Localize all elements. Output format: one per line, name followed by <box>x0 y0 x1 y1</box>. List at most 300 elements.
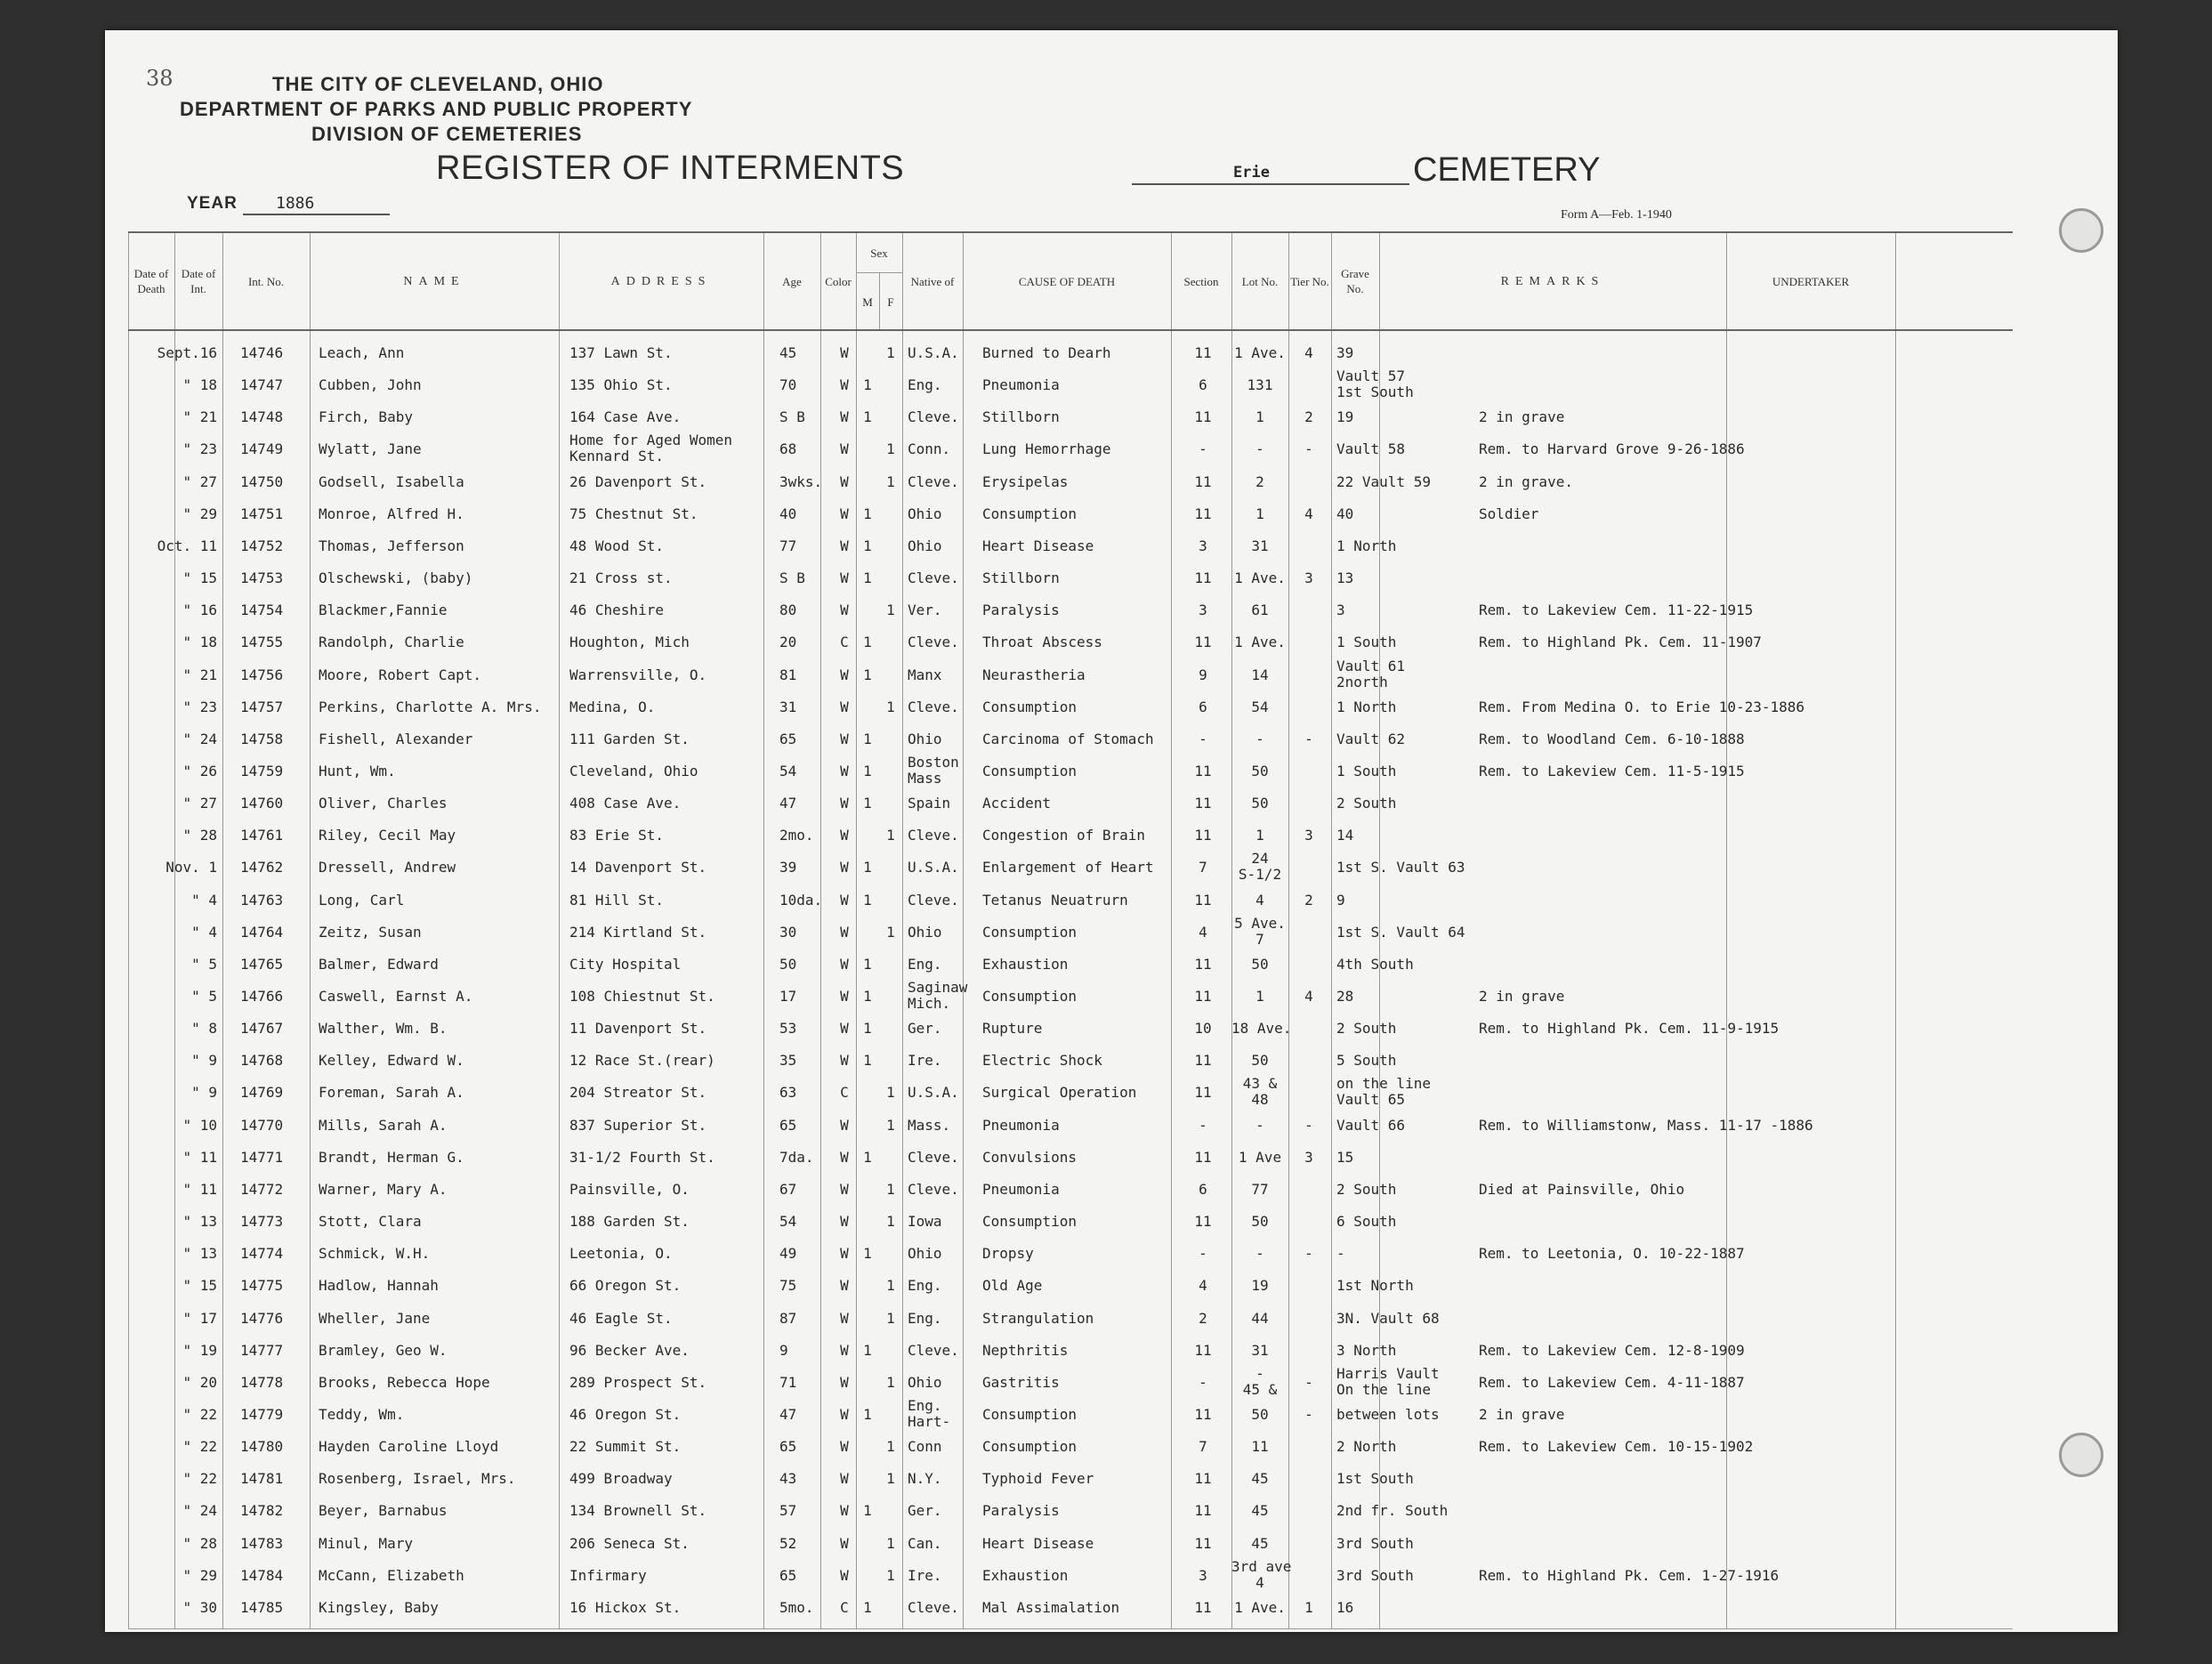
cell-sex-m: 1 <box>863 505 872 522</box>
cell-grave-no: Vault 61 2north <box>1336 657 1406 691</box>
cell-age: 30 <box>779 923 797 941</box>
cell-color: W <box>840 762 849 779</box>
cell-lot-no: 45 <box>1251 1534 1269 1552</box>
cell-cause-of-death: Stillborn <box>982 569 1060 587</box>
cell-decedent-name: Thomas, Jefferson <box>319 537 464 554</box>
cell-native-of: Eng. <box>908 1277 942 1295</box>
table-row <box>128 914 2013 957</box>
cell-address: 66 Oregon St. <box>569 1277 682 1295</box>
cell-date-of-int: " 24 <box>182 730 217 747</box>
cell-native-of: N.Y. <box>908 1470 942 1488</box>
cell-sex-f: 1 <box>886 1116 895 1134</box>
cell-sex-m: 1 <box>863 1341 872 1359</box>
cell-color: W <box>840 569 849 587</box>
cell-sex-m: 1 <box>863 730 872 747</box>
cell-date-of-int: " 11 <box>182 1148 217 1166</box>
header-tier-no: Tier No. <box>1290 274 1329 288</box>
cell-cause-of-death: Tetanus Neuatrurn <box>982 891 1128 909</box>
cell-color: W <box>840 1213 849 1231</box>
org-line-1: THE CITY OF CLEVELAND, OHIO <box>272 73 604 95</box>
cell-section: 11 <box>1194 1213 1212 1231</box>
cell-age: 80 <box>779 602 797 619</box>
cell-sex-f: 1 <box>886 1277 895 1295</box>
cell-age: 87 <box>779 1309 797 1327</box>
cell-grave-no: Vault 58 <box>1336 440 1406 458</box>
cell-address: Painsville, O. <box>569 1180 690 1198</box>
cell-decedent-name: Balmer, Edward <box>319 955 439 973</box>
cemetery-underline <box>1132 183 1409 185</box>
cell-tier-no: - <box>1304 1373 1313 1391</box>
cell-date-of-int: " 16 <box>182 602 217 619</box>
cemetery-value: Erie <box>1233 164 1270 182</box>
cell-date-of-int: " 20 <box>182 1373 217 1391</box>
cell-address: 137 Lawn St. <box>569 344 673 361</box>
cell-grave-no: Vault 62 <box>1336 730 1406 747</box>
cell-grave-no: 9 <box>1336 891 1345 909</box>
cell-int-no: 14784 <box>240 1566 284 1584</box>
table-row <box>128 538 2013 570</box>
cell-int-no: 14760 <box>240 795 284 812</box>
cell-age: 49 <box>779 1245 797 1263</box>
cell-remarks: 2 in grave <box>1479 1405 1565 1423</box>
cell-lot-no: 77 <box>1251 1180 1269 1198</box>
table-row <box>128 1021 2013 1053</box>
cell-color: C <box>840 634 849 651</box>
cell-color: W <box>840 988 849 1005</box>
cell-address: 14 Davenport St. <box>569 859 707 876</box>
cell-date-of-int: " 19 <box>182 1341 217 1359</box>
cell-int-no: 14762 <box>240 859 284 876</box>
cell-int-no: 14771 <box>240 1148 284 1166</box>
cell-int-no: 14757 <box>240 698 284 715</box>
cell-int-no: 14750 <box>240 473 284 490</box>
cell-decedent-name: Firch, Baby <box>319 408 413 426</box>
cell-address: Medina, O. <box>569 698 656 715</box>
cell-int-no: 14776 <box>240 1309 284 1327</box>
cell-sex-m: 1 <box>863 1502 872 1520</box>
cell-native-of: Mass. <box>908 1116 951 1134</box>
page-number: 38 <box>146 66 174 91</box>
cell-grave-no: 1 South <box>1336 762 1397 779</box>
cell-remarks: Rem. to Harvard Grove 9-26-1886 <box>1479 440 1745 458</box>
cell-decedent-name: Dressell, Andrew <box>319 859 456 876</box>
table-row <box>128 1503 2013 1535</box>
cell-color: W <box>840 698 849 715</box>
cell-decedent-name: Walther, Wm. B. <box>319 1020 448 1038</box>
table-row <box>128 796 2013 828</box>
cell-age: 2mo. <box>779 827 814 844</box>
cell-date-of-int: " 27 <box>182 473 217 490</box>
interment-table <box>128 231 2013 1629</box>
table-row <box>128 368 2013 409</box>
header-date-of-death: Date of Death <box>133 267 169 295</box>
cell-lot-no: 24 S-1/2 <box>1238 850 1282 884</box>
cell-lot-no: 61 <box>1251 602 1269 619</box>
header-sex-f: F <box>887 295 894 309</box>
cell-native-of: Cleve. <box>908 891 959 909</box>
cell-age: S B <box>779 569 805 587</box>
cell-date-of-int: " 23 <box>182 440 217 458</box>
table-row <box>128 1311 2013 1343</box>
cell-decedent-name: Brandt, Herman G. <box>319 1148 464 1166</box>
cell-cause-of-death: Heart Disease <box>982 537 1094 554</box>
cell-tier-no: 4 <box>1304 988 1313 1005</box>
cell-cause-of-death: Typhoid Fever <box>982 1470 1094 1488</box>
cell-sex-f: 1 <box>886 1084 895 1102</box>
cell-cause-of-death: Congestion of Brain <box>982 827 1146 844</box>
cell-grave-no: 40 <box>1336 505 1354 522</box>
cell-age: 47 <box>779 1405 797 1423</box>
cell-date-of-int: " 24 <box>182 1502 217 1520</box>
cell-grave-no: - <box>1336 1245 1345 1263</box>
cell-address: 204 Streator St. <box>569 1084 707 1102</box>
cell-native-of: Cleve. <box>908 473 959 490</box>
cell-remarks: 2 in grave. <box>1479 473 1573 490</box>
cell-date-of-int: " 11 <box>182 1180 217 1198</box>
cell-age: 53 <box>779 1020 797 1038</box>
cell-decedent-name: Riley, Cecil May <box>319 827 456 844</box>
table-row <box>128 753 2013 796</box>
table-row <box>128 1246 2013 1278</box>
cell-section: 11 <box>1194 1502 1212 1520</box>
cell-lot-no: 50 <box>1251 795 1269 812</box>
cell-age: 71 <box>779 1373 797 1391</box>
table-row <box>128 345 2013 377</box>
cell-age: 57 <box>779 1502 797 1520</box>
cell-age: 54 <box>779 762 797 779</box>
cell-section: 11 <box>1194 955 1212 973</box>
cell-native-of: Cleve. <box>908 1341 959 1359</box>
cell-address: 16 Hickox St. <box>569 1598 682 1616</box>
cell-cause-of-death: Neurastheria <box>982 666 1086 683</box>
cell-tier-no: 3 <box>1304 569 1313 587</box>
cell-grave-no: 2 South <box>1336 1180 1397 1198</box>
cell-address: Home for Aged Women Kennard St. <box>569 432 733 465</box>
cell-date-of-int: Nov. 1 <box>165 859 217 876</box>
cell-sex-m: 1 <box>863 988 872 1005</box>
table-row <box>128 1214 2013 1246</box>
cell-sex-m: 1 <box>863 1052 872 1070</box>
cell-decedent-name: Brooks, Rebecca Hope <box>319 1373 490 1391</box>
cell-color: W <box>840 1341 849 1359</box>
table-row <box>128 1600 2013 1632</box>
cell-grave-no: 3 North <box>1336 1341 1397 1359</box>
cell-color: W <box>840 795 849 812</box>
cell-age: 39 <box>779 859 797 876</box>
cell-remarks: Soldier <box>1479 505 1539 522</box>
cell-int-no: 14777 <box>240 1341 284 1359</box>
org-line-2: DEPARTMENT OF PARKS AND PUBLIC PROPERTY <box>180 98 693 120</box>
cell-date-of-int: " 22 <box>182 1470 217 1488</box>
cell-color: W <box>840 1566 849 1584</box>
cell-color: W <box>840 1502 849 1520</box>
cell-section: - <box>1199 1116 1207 1134</box>
cell-date-of-int: " 13 <box>182 1213 217 1231</box>
cell-grave-no: 3N. Vault 68 <box>1336 1309 1440 1327</box>
cell-cause-of-death: Consumption <box>982 762 1077 779</box>
cell-decedent-name: Zeitz, Susan <box>319 923 422 941</box>
cell-color: W <box>840 1245 849 1263</box>
cell-date-of-int: " 22 <box>182 1438 217 1456</box>
cell-native-of: Boston Mass <box>908 753 959 787</box>
cell-date-of-int: " 9 <box>191 1052 217 1070</box>
cell-cause-of-death: Carcinoma of Stomach <box>982 730 1154 747</box>
cell-age: 75 <box>779 1277 797 1295</box>
cell-section: 11 <box>1194 1470 1212 1488</box>
cell-age: 67 <box>779 1180 797 1198</box>
cell-tier-no: - <box>1304 1245 1313 1263</box>
cell-grave-no: 3rd South <box>1336 1534 1414 1552</box>
cell-age: 52 <box>779 1534 797 1552</box>
cell-address: Leetonia, O. <box>569 1245 673 1263</box>
cell-decedent-name: Leach, Ann <box>319 344 405 361</box>
cell-section: 3 <box>1199 602 1207 619</box>
cell-cause-of-death: Paralysis <box>982 602 1060 619</box>
cell-color: W <box>840 1309 849 1327</box>
cell-age: 7da. <box>779 1148 814 1166</box>
org-line-3: DIVISION OF CEMETERIES <box>311 123 583 145</box>
cell-address: 111 Garden St. <box>569 730 690 747</box>
cell-color: W <box>840 666 849 683</box>
cell-native-of: Cleve. <box>908 1598 959 1616</box>
table-row <box>128 850 2013 892</box>
register-sheet <box>105 30 2118 1632</box>
cell-grave-no: 22 Vault 59 <box>1336 473 1431 490</box>
cell-age: 45 <box>779 344 797 361</box>
cell-grave-no: between lots <box>1336 1405 1440 1423</box>
cell-section: 11 <box>1194 891 1212 909</box>
header-lot-no: Lot No. <box>1241 274 1279 288</box>
cell-remarks: Rem. to Highland Pk. Cem. 11-1907 <box>1479 634 1762 651</box>
cell-sex-m: 1 <box>863 408 872 426</box>
cell-date-of-int: " 4 <box>191 923 217 941</box>
cell-cause-of-death: Pneumonia <box>982 1116 1060 1134</box>
table-row <box>128 409 2013 441</box>
cell-tier-no: - <box>1304 1116 1313 1134</box>
cell-int-no: 14783 <box>240 1534 284 1552</box>
cell-int-no: 14754 <box>240 602 284 619</box>
year-value: 1886 <box>276 194 315 213</box>
cell-grave-no: 3rd South <box>1336 1566 1414 1584</box>
cell-grave-no: 39 <box>1336 344 1354 361</box>
cell-decedent-name: Godsell, Isabella <box>319 473 464 490</box>
cell-sex-m: 1 <box>863 762 872 779</box>
cell-cause-of-death: Convulsions <box>982 1148 1077 1166</box>
cell-decedent-name: Kingsley, Baby <box>319 1598 439 1616</box>
table-row <box>128 506 2013 538</box>
cell-cause-of-death: Strangulation <box>982 1309 1094 1327</box>
cell-sex-m: 1 <box>863 537 872 554</box>
cell-grave-no: 1st North <box>1336 1277 1414 1295</box>
cell-color: W <box>840 1148 849 1166</box>
table-row <box>128 893 2013 925</box>
cell-native-of: U.S.A. <box>908 1084 959 1102</box>
cell-lot-no: 4 <box>1255 891 1264 909</box>
cell-color: W <box>840 376 849 394</box>
cell-color: W <box>840 602 849 619</box>
cell-sex-f: 1 <box>886 698 895 715</box>
cell-color: W <box>840 537 849 554</box>
cell-section: 11 <box>1194 1084 1212 1102</box>
cell-remarks: Rem. to Williamstonw, Mass. 11-17 -1886 <box>1479 1116 1813 1134</box>
cell-sex-m: 1 <box>863 955 872 973</box>
cell-age: 47 <box>779 795 797 812</box>
cell-tier-no: 1 <box>1304 1598 1313 1616</box>
cell-age: 65 <box>779 1566 797 1584</box>
cell-sex-f: 1 <box>886 923 895 941</box>
cell-cause-of-death: Throat Abscess <box>982 634 1102 651</box>
cell-cause-of-death: Heart Disease <box>982 1534 1094 1552</box>
cell-decedent-name: Perkins, Charlotte A. Mrs. <box>319 698 542 715</box>
cell-color: W <box>840 827 849 844</box>
cell-section: 9 <box>1199 666 1207 683</box>
cell-native-of: Cleve. <box>908 698 959 715</box>
cell-sex-f: 1 <box>886 1309 895 1327</box>
header-color: Color <box>825 274 852 288</box>
cell-sex-m: 1 <box>863 1405 872 1423</box>
table-row <box>128 957 2013 989</box>
cell-decedent-name: Teddy, Wm. <box>319 1405 405 1423</box>
table-row <box>128 657 2013 699</box>
cell-cause-of-death: Exhaustion <box>982 1566 1069 1584</box>
cell-lot-no: 1 <box>1255 827 1264 844</box>
cell-lot-no: - <box>1255 1245 1264 1263</box>
cell-address: 83 Erie St. <box>569 827 664 844</box>
header-int-no: Int. No. <box>247 274 285 288</box>
cell-native-of: Ohio <box>908 730 942 747</box>
cell-grave-no: 6 South <box>1336 1213 1397 1231</box>
cell-section: 6 <box>1199 698 1207 715</box>
cell-date-of-int: " 28 <box>182 827 217 844</box>
cell-section: - <box>1199 440 1207 458</box>
cell-grave-no: 1 North <box>1336 698 1397 715</box>
cell-section: 7 <box>1199 859 1207 876</box>
table-row <box>128 1075 2013 1117</box>
cell-age: 50 <box>779 955 797 973</box>
cell-sex-m: 1 <box>863 376 872 394</box>
header-grave-no: Grave No. <box>1341 267 1369 295</box>
cell-address: City Hospital <box>569 955 682 973</box>
cell-color: W <box>840 923 849 941</box>
cell-int-no: 14785 <box>240 1598 284 1616</box>
cell-address: 81 Hill St. <box>569 891 664 909</box>
cell-grave-no: 1st South <box>1336 1470 1414 1488</box>
cell-int-no: 14770 <box>240 1116 284 1134</box>
cell-int-no: 14765 <box>240 955 284 973</box>
cell-address: 46 Eagle St. <box>569 1309 673 1327</box>
cell-section: - <box>1199 730 1207 747</box>
table-row <box>128 1364 2013 1407</box>
cell-cause-of-death: Gastritis <box>982 1373 1060 1391</box>
table-row <box>128 1396 2013 1439</box>
cell-grave-no: 1st S. Vault 64 <box>1336 923 1465 941</box>
cell-native-of: Saginaw Mich. <box>908 979 968 1012</box>
cell-age: 43 <box>779 1470 797 1488</box>
cell-lot-no: 1 Ave. <box>1234 1598 1286 1616</box>
cell-lot-no: 43 & 48 <box>1242 1075 1278 1109</box>
cell-decedent-name: Monroe, Alfred H. <box>319 505 464 522</box>
cell-lot-no: 44 <box>1251 1309 1269 1327</box>
cell-date-of-int: " 29 <box>182 1566 217 1584</box>
cell-age: 65 <box>779 730 797 747</box>
cell-remarks: Rem. to Lakeview Cem. 4-11-1887 <box>1479 1373 1745 1391</box>
cell-tier-no: - <box>1304 730 1313 747</box>
cell-color: W <box>840 1470 849 1488</box>
cell-date-of-int: " 21 <box>182 408 217 426</box>
cell-native-of: Ohio <box>908 923 942 941</box>
cell-color: W <box>840 1438 849 1456</box>
cell-remarks: Rem. to Leetonia, O. 10-22-1887 <box>1479 1245 1745 1263</box>
cell-section: 11 <box>1194 795 1212 812</box>
cell-decedent-name: Hunt, Wm. <box>319 762 396 779</box>
cell-address: Cleveland, Ohio <box>569 762 698 779</box>
cell-sex-m: 1 <box>863 1020 872 1038</box>
cell-sex-f: 1 <box>886 1566 895 1584</box>
cell-address: 188 Garden St. <box>569 1213 690 1231</box>
cell-grave-no: 28 <box>1336 988 1354 1005</box>
cell-address: 96 Becker Ave. <box>569 1341 690 1359</box>
cell-decedent-name: Kelley, Edward W. <box>319 1052 464 1070</box>
cell-decedent-name: Blackmer,Fannie <box>319 602 448 619</box>
header-address: ADDRESS <box>610 274 712 288</box>
year-underline <box>243 214 390 215</box>
cell-address: 134 Brownell St. <box>569 1502 707 1520</box>
cell-age: 68 <box>779 440 797 458</box>
cell-lot-no: 2 <box>1255 473 1264 490</box>
cell-date-of-int: " 15 <box>182 1277 217 1295</box>
cell-date-of-int: " 22 <box>182 1405 217 1423</box>
cell-int-no: 14773 <box>240 1213 284 1231</box>
cell-address: 108 Chiestnut St. <box>569 988 715 1005</box>
cell-age: 65 <box>779 1438 797 1456</box>
cell-lot-no: 50 <box>1251 1052 1269 1070</box>
cell-address: Infirmary <box>569 1566 647 1584</box>
cell-lot-no: 50 <box>1251 1213 1269 1231</box>
cell-remarks: Rem. From Medina O. to Erie 10-23-1886 <box>1479 698 1805 715</box>
header-name: NAME <box>403 274 465 288</box>
cell-native-of: Can. <box>908 1534 942 1552</box>
cell-color: W <box>840 1020 849 1038</box>
cell-color: W <box>840 344 849 361</box>
cell-color: W <box>840 1277 849 1295</box>
cell-int-no: 14766 <box>240 988 284 1005</box>
cell-lot-no: 31 <box>1251 537 1269 554</box>
cell-decedent-name: Randolph, Charlie <box>319 634 464 651</box>
cell-decedent-name: Oliver, Charles <box>319 795 448 812</box>
cell-decedent-name: Rosenberg, Israel, Mrs. <box>319 1470 516 1488</box>
cell-section: 11 <box>1194 1405 1212 1423</box>
cell-int-no: 14747 <box>240 376 284 394</box>
cell-sex-f: 1 <box>886 344 895 361</box>
cell-decedent-name: Foreman, Sarah A. <box>319 1084 464 1102</box>
cell-sex-m: 1 <box>863 1245 872 1263</box>
cell-lot-no: 1 Ave. <box>1234 634 1286 651</box>
cell-decedent-name: Warner, Mary A. <box>319 1180 448 1198</box>
cell-cause-of-death: Pneumonia <box>982 1180 1060 1198</box>
cell-section: 11 <box>1194 988 1212 1005</box>
header-rule <box>128 329 2013 331</box>
cell-decedent-name: Bramley, Geo W. <box>319 1341 448 1359</box>
cell-int-no: 14772 <box>240 1180 284 1198</box>
cell-lot-no: 50 <box>1251 762 1269 779</box>
cell-int-no: 14753 <box>240 569 284 587</box>
cell-color: W <box>840 1052 849 1070</box>
cell-color: W <box>840 505 849 522</box>
table-row <box>128 1053 2013 1085</box>
cell-date-of-int: " 26 <box>182 762 217 779</box>
cell-lot-no: 31 <box>1251 1341 1269 1359</box>
cell-int-no: 14775 <box>240 1277 284 1295</box>
